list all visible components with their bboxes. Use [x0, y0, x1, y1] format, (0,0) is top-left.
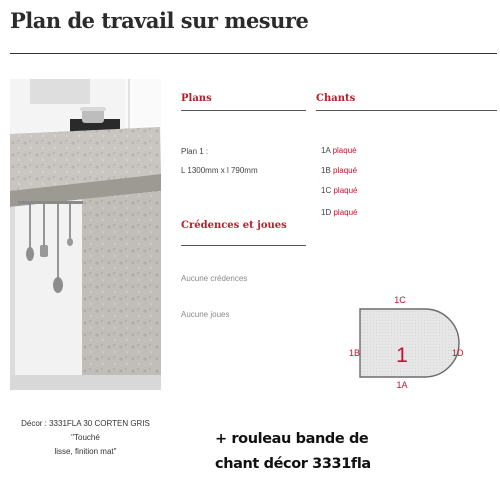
edge-label-top: 1C — [394, 295, 406, 305]
chant-item — [321, 208, 358, 217]
chant-status: plaqué — [332, 146, 357, 155]
decor-caption — [10, 417, 161, 459]
credences-title: Crédences et joues — [181, 220, 287, 231]
chants-divider — [316, 110, 497, 111]
worktop-shape — [360, 309, 459, 377]
chant-code: 1C — [321, 186, 332, 195]
chant-code: 1D — [321, 208, 332, 217]
note-line1: + rouleau bande de — [215, 431, 369, 447]
chant-item — [321, 186, 358, 195]
chant-status: plaqué — [333, 166, 358, 175]
chant-code: 1A — [321, 146, 331, 155]
edge-label-bottom: 1A — [396, 380, 408, 390]
worktop-number: 1 — [396, 344, 408, 367]
chant-item — [321, 166, 357, 175]
decor-caption-line2: lisse, finition mat" — [54, 447, 117, 456]
chant-item — [321, 146, 357, 155]
plan-label: Plan 1 : — [181, 147, 209, 156]
edge-label-left: 1B — [349, 348, 361, 358]
title-divider — [10, 53, 497, 54]
chant-code: 1B — [321, 166, 331, 175]
credences-divider — [181, 245, 306, 246]
plan-dimensions: L 1300mm x l 790mm — [181, 166, 258, 175]
chant-status: plaqué — [333, 186, 358, 195]
product-image — [10, 79, 161, 390]
plans-title: Plans — [181, 93, 212, 104]
edge-band-note — [215, 427, 371, 477]
page-title: Plan de travail sur mesure — [10, 8, 309, 33]
no-credences-text: Aucune crédences — [181, 274, 248, 283]
note-line2: chant décor 3331fla — [215, 456, 371, 472]
edge-label-right: 1D — [452, 348, 464, 358]
no-joues-text: Aucune joues — [181, 310, 230, 319]
decor-caption-line1: Décor : 3331FLA 30 CORTEN GRIS "Touché — [21, 419, 150, 442]
chants-title: Chants — [316, 93, 356, 104]
worktop-diagram — [340, 290, 470, 390]
chant-status: plaqué — [333, 208, 358, 217]
plans-divider — [181, 110, 306, 111]
